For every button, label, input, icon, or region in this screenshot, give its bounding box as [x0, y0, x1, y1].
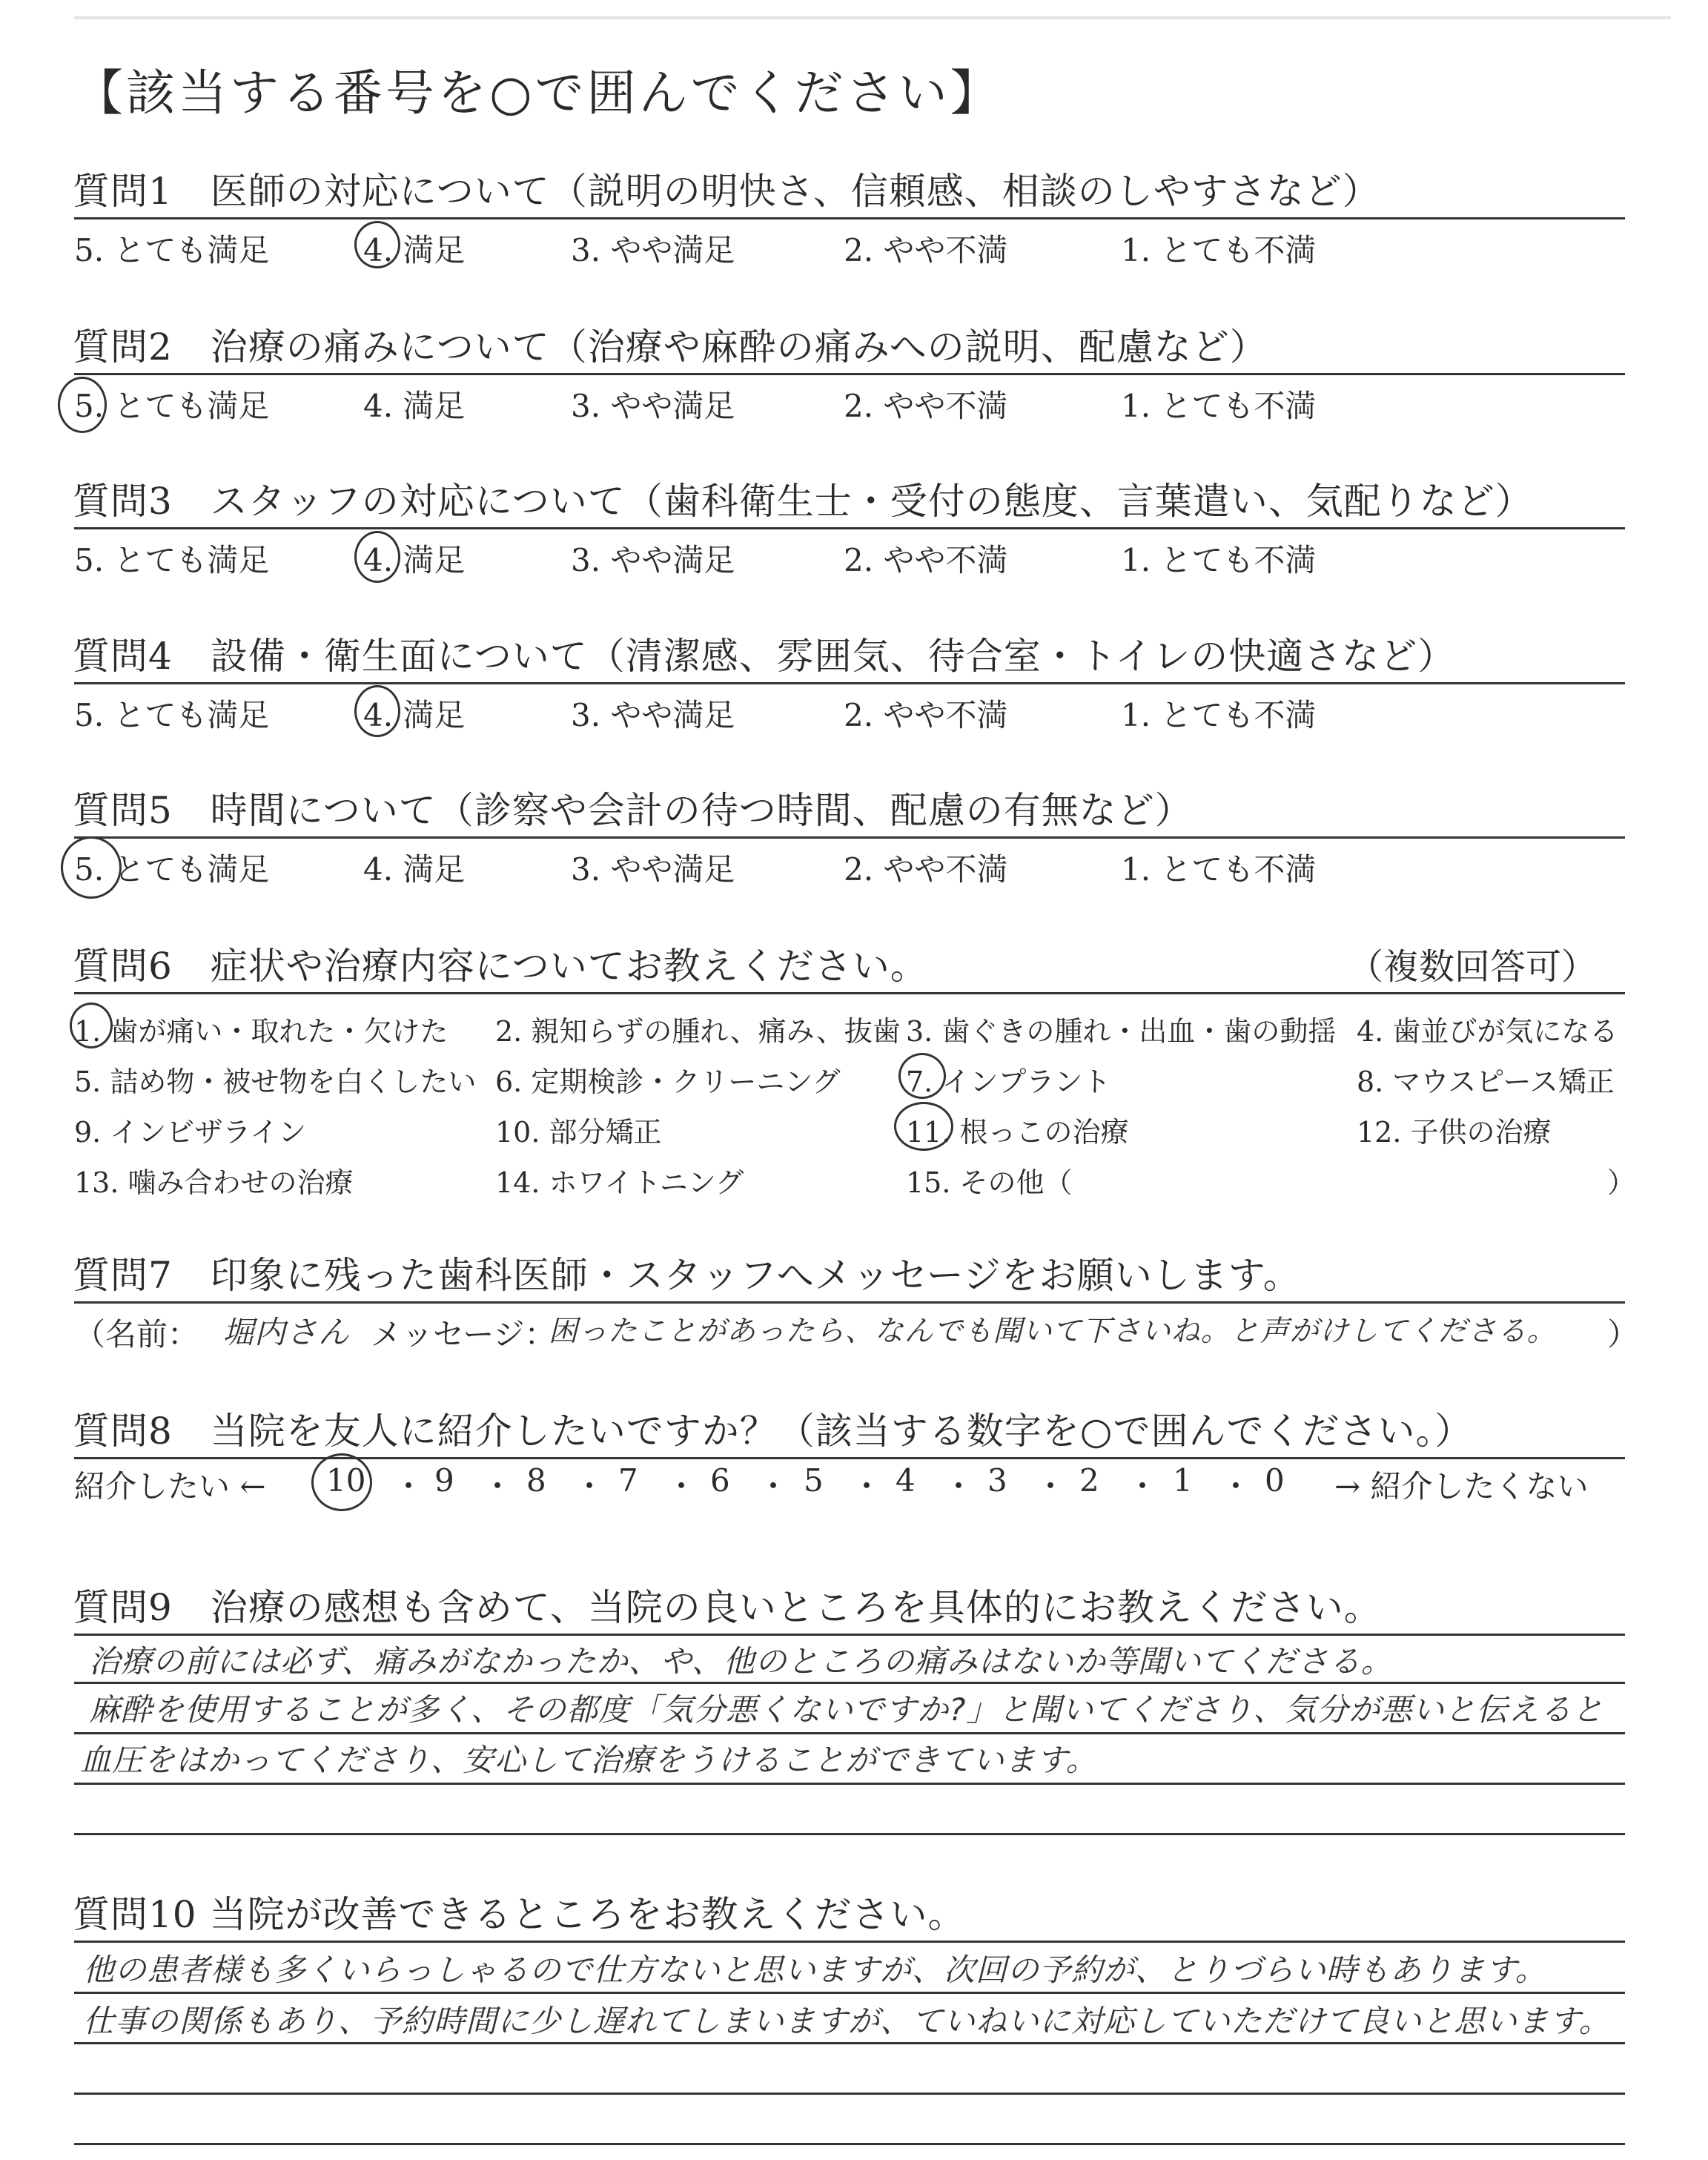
q6-option-10[interactable]: 10. 部分矯正: [495, 1116, 662, 1149]
q2-option-1[interactable]: 1. とても不満: [1121, 388, 1317, 424]
q6-option-12[interactable]: 12. 子供の治療: [1357, 1116, 1552, 1149]
q5-option-4[interactable]: 4. 満足: [363, 851, 466, 888]
question-9-title: 質問9 治療の感想も含めて、当院の良いところを具体的にお教えください。: [73, 1586, 1382, 1629]
question-8-title: 質問8 当院を友人に紹介したいですか？（該当する数字を○で囲んでください。）: [73, 1410, 1473, 1453]
q6-option-7[interactable]: 7. インプラント: [906, 1066, 1111, 1098]
q2-option-5[interactable]: 5. とても満足: [74, 388, 270, 424]
q9-answer-line-1[interactable]: 治療の前には必ず、痛みがなかったか、や、他のところの痛みはないか等聞いてくださる。: [89, 1643, 1393, 1680]
q8-right-label: → 紹介したくない: [1334, 1468, 1589, 1505]
q8-score-4[interactable]: 4: [896, 1462, 916, 1499]
question-4-title: 質問4 設備・衛生面について（清潔感、雰囲気、待合室・トイレの快適さなど）: [73, 635, 1456, 678]
q2-option-4[interactable]: 4. 満足: [363, 388, 466, 424]
q5-option-3[interactable]: 3. やや満足: [571, 851, 735, 888]
q8-dot: ・: [393, 1468, 425, 1505]
q8-dot: ・: [1035, 1468, 1067, 1505]
q6-option-13[interactable]: 13. 噛み合わせの治療: [74, 1166, 354, 1199]
q8-score-6[interactable]: 6: [710, 1462, 730, 1499]
q4-option-2[interactable]: 2. やや不満: [844, 697, 1008, 733]
q1-option-5[interactable]: 5. とても満足: [74, 232, 270, 268]
q8-dot: ・: [851, 1468, 883, 1505]
question-3-title: 質問3 スタッフの対応について（歯科衛生士・受付の態度、言葉遣い、気配りなど）: [73, 480, 1533, 523]
q6-option-2[interactable]: 2. 親知らずの腫れ、痛み、抜歯: [495, 1015, 901, 1048]
q9-answer-line-3[interactable]: 血圧をはかってくださり、安心して治療をうけることができています。: [80, 1742, 1098, 1778]
q8-dot: ・: [1220, 1468, 1252, 1505]
page-title: 【該当する番号を○で囲んでください】: [74, 65, 1002, 122]
q3-option-2[interactable]: 2. やや不満: [844, 542, 1008, 578]
q8-score-0[interactable]: 0: [1265, 1462, 1285, 1499]
question-2-title: 質問2 治療の痛みについて（治療や麻酔の痛みへの説明、配慮など）: [73, 326, 1268, 369]
q8-score-3[interactable]: 3: [987, 1462, 1007, 1499]
q8-score-7[interactable]: 7: [618, 1462, 638, 1499]
q1-option-3[interactable]: 3. やや満足: [571, 232, 735, 268]
q6-option-14[interactable]: 14. ホワイトニング: [495, 1166, 744, 1199]
question-5-title: 質問5 時間について（診察や会計の待つ時間、配慮の有無など）: [73, 789, 1193, 832]
question-9-rule-4: [74, 1783, 1625, 1785]
q4-option-3[interactable]: 3. やや満足: [571, 697, 735, 733]
q8-dot: ・: [574, 1468, 606, 1505]
q5-option-1[interactable]: 1. とても不満: [1121, 851, 1317, 888]
q7-name-prefix: （名前：: [74, 1316, 199, 1353]
q8-score-8[interactable]: 8: [526, 1462, 546, 1499]
q3-option-4[interactable]: 4. 満足: [363, 542, 466, 578]
q4-option-4[interactable]: 4. 満足: [363, 697, 466, 733]
q1-option-2[interactable]: 2. やや不満: [844, 232, 1008, 268]
q6-option-4[interactable]: 4. 歯並びが気になる: [1357, 1015, 1618, 1048]
q8-dot: ・: [482, 1468, 514, 1505]
q5-option-2[interactable]: 2. やや不満: [844, 851, 1008, 888]
question-6-title: 質問6 症状や治療内容についてお教えください。: [73, 945, 928, 988]
q8-dot: ・: [943, 1468, 975, 1505]
question-6-multiple-answers-note: （複数回答可）: [1347, 946, 1597, 988]
q8-score-1[interactable]: 1: [1173, 1462, 1193, 1499]
q6-other-close-paren: ）: [1607, 1166, 1636, 1199]
question-4-rule: [74, 682, 1625, 684]
q6-option-1[interactable]: 1. 歯が痛い・取れた・欠けた: [74, 1015, 448, 1048]
q6-option-15[interactable]: 15. その他（: [906, 1166, 1073, 1199]
question-10-rule-1: [74, 1941, 1625, 1943]
question-1-title: 質問1 医師の対応について（説明の明快さ、信頼感、相談のしやすさなど）: [73, 170, 1380, 213]
q8-dot: ・: [758, 1468, 790, 1505]
question-1-rule: [74, 217, 1625, 219]
q9-answer-line-2[interactable]: 麻酔を使用することが多く、その都度「気分悪くないですか?」と聞いてくださり、気分が悪いと伝えると: [89, 1691, 1604, 1728]
q5-option-5[interactable]: 5. とても満足: [74, 851, 270, 888]
q3-option-1[interactable]: 1. とても不満: [1121, 542, 1317, 578]
q6-option-9[interactable]: 9. インビザライン: [74, 1116, 307, 1149]
q7-staff-name[interactable]: 堀内さん: [222, 1314, 351, 1350]
question-10-rule-4: [74, 2093, 1625, 2095]
q3-option-3[interactable]: 3. やや満足: [571, 542, 735, 578]
question-2-rule: [74, 373, 1625, 375]
q10-answer-line-1[interactable]: 他の患者様も多くいらっしゃるので仕方ないと思いますが、次回の予約が、とりづらい時もあります。: [83, 1952, 1547, 1988]
q6-option-8[interactable]: 8. マウスピース矯正: [1357, 1066, 1615, 1098]
q3-option-5[interactable]: 5. とても満足: [74, 542, 270, 578]
question-10-rule-5: [74, 2143, 1625, 2145]
q7-message-label: メッセージ：: [371, 1316, 556, 1353]
q7-close-paren: ）: [1607, 1316, 1639, 1353]
q6-option-3[interactable]: 3. 歯ぐきの腫れ・出血・歯の動揺: [906, 1015, 1337, 1048]
question-10-rule-3: [74, 2042, 1625, 2044]
question-9-rule-5: [74, 1833, 1625, 1835]
top-border: [74, 16, 1671, 19]
question-8-rule: [74, 1457, 1625, 1459]
question-7-title: 質問7 印象に残った歯科医師・スタッフへメッセージをお願いします。: [73, 1254, 1301, 1297]
question-9-rule-1: [74, 1634, 1625, 1636]
question-5-rule: [74, 836, 1625, 839]
question-9-rule-3: [74, 1732, 1625, 1734]
question-7-rule: [74, 1301, 1625, 1304]
q10-answer-line-2[interactable]: 仕事の関係もあり、予約時間に少し遅れてしまいますが、ていねいに対応していただけて良いと思います。: [83, 2003, 1611, 2039]
question-6-rule: [74, 992, 1625, 994]
q8-score-5[interactable]: 5: [804, 1462, 824, 1499]
q8-left-label: 紹介したい ←: [74, 1468, 266, 1505]
q6-option-11[interactable]: 11. 根っこの治療: [906, 1116, 1129, 1149]
q7-message[interactable]: 困ったことがあったら、なんでも聞いて下さいね。と声がけしてくださる。: [549, 1315, 1557, 1348]
q2-option-2[interactable]: 2. やや不満: [844, 388, 1008, 424]
q4-option-5[interactable]: 5. とても満足: [74, 697, 270, 733]
q8-score-9[interactable]: 9: [434, 1462, 454, 1499]
q1-option-4[interactable]: 4. 満足: [363, 232, 466, 268]
question-9-rule-2: [74, 1682, 1625, 1684]
q8-scale: [74, 1462, 1631, 1507]
q6-option-5[interactable]: 5. 詰め物・被せ物を白くしたい: [74, 1066, 477, 1098]
q4-option-1[interactable]: 1. とても不満: [1121, 697, 1317, 733]
question-3-rule: [74, 527, 1625, 529]
q8-dot: ・: [666, 1468, 698, 1505]
q6-option-6[interactable]: 6. 定期検診・クリーニング: [495, 1066, 841, 1098]
q8-score-10[interactable]: 10: [326, 1462, 366, 1499]
q8-dot: ・: [1127, 1468, 1159, 1505]
question-10-title: 質問10 当院が改善できるところをお教えください。: [73, 1893, 966, 1936]
q1-option-1[interactable]: 1. とても不満: [1121, 232, 1317, 268]
q2-option-3[interactable]: 3. やや満足: [571, 388, 735, 424]
question-10-rule-2: [74, 1992, 1625, 1994]
q8-score-2[interactable]: 2: [1079, 1462, 1099, 1499]
